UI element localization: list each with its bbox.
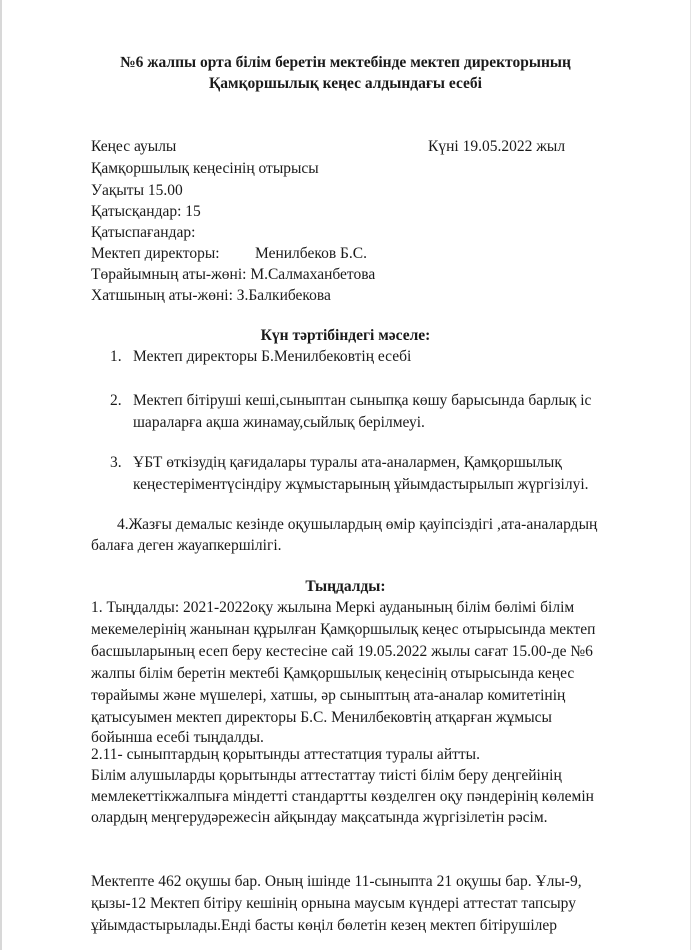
meeting-title: Қамқоршылық кеңесінің отырысы [91,160,319,177]
heard-p1-line-5: төрайымы және мүшелері, хатшы, әр сыныптың ата-аналар комитетінің [91,687,566,704]
heard-p3-line-2: қызы-12 Мектеп бітіру кешінің орнына маусым күндері аттестат тапсыру [91,895,576,912]
heard-p1-line-2: мекемелерінің жанынан құрылған Қамқоршылық кеңес отырысында мектеп [91,621,596,638]
title-line-1: №6 жалпы орта білім беретін мектебінде мектеп директорының [120,54,571,71]
agenda-item-3-number: 3. [110,454,122,471]
heard-p2-line-2: Білім алушыларды қорытынды аттестаттау тиісті білім беру деңгейінің [91,767,562,784]
heard-p2-line-4: олардың меңгерудәрежесін айқындау мақсатында жүргізілетін рәсім. [91,809,548,826]
agenda-item-2-line-2: шараларға ақша жинамау,сыйлық берілмеуі. [133,414,425,431]
heard-heading: Тыңдалды: [305,578,386,595]
heard-p1-line-4: жалпы білім беретін мектебі Қамқоршылық кеңесінің отырысында кеңес [91,665,575,682]
agenda-item-3-line-1: ҰБТ өткізудің қағидалары туралы ата-аналармен, Қамқоршылық [133,454,562,471]
meeting-place: Кеңес ауылы [91,138,177,155]
agenda-item-2-line-1: Мектеп бітіруші кеші,сыныптан сыныпқа көшу барысында барлық іс [133,392,592,409]
heard-p1-line-3: басшыларының есеп беру кестесіне сай 19.05.2022 жылы сағат 15.00-де №6 [91,643,593,660]
secretary-name: Хатшының аты-жөні: З.Балкибекова [91,287,331,304]
agenda-item-4-line-2: балаға деген жауапкершілігі. [91,537,282,554]
heard-p2-line-1: 2.11- сыныптардың қорытынды аттестатция туралы айтты. [91,746,480,763]
agenda-item-3-line-2: кеңестеріментүсіндіру жұмыстарының ұйымдастырылып жүргізілуі. [133,476,589,493]
heard-p1-line-1: 1. Тыңдалды: 2021-2022оқу жылына Меркі ауданының білім бөлімі білім [91,599,575,616]
heard-p3-line-3: ұйымдастырылады.Енді басты көңіл бөлетін кезең мектеп бітірушілер [91,917,557,934]
heard-p3-line-1: Мектепте 462 оқушы бар. Оның ішінде 11-сыныпта 21 оқушы бар. Ұлы-9, [91,873,582,890]
meeting-time: Уақыты 15.00 [91,182,183,199]
agenda-heading: Күн тәртібіндегі мәселе: [260,327,431,344]
heard-p1-line-6: қатысуымен мектеп директоры Б.С. Менилбековтің атқарған жұмысы [91,709,552,726]
title-line-2: Қамқоршылық кеңес алдындағы есебі [209,75,482,92]
director-label: Мектеп директоры: [91,245,220,262]
heard-p2-line-3: мемлекеттікжалпыға міндетті стандартты көзделген оқу пәндерінің көлемін [91,788,594,805]
agenda-item-4-line-1: 4.Жазғы демалыс кезінде оқушылардың өмір қауіпсіздігі ,ата-аналардың [117,516,598,533]
present-count: Қатысқандар: 15 [91,203,201,220]
scan-edge-left [0,0,2,950]
agenda-item-2-number: 2. [110,392,122,409]
agenda-item-1-line-1: Мектеп директоры Б.Менилбековтің есебі [133,348,412,365]
participants-label: Қатыспағандар: [91,224,196,241]
director-name: Менилбеков Б.С. [255,245,368,262]
agenda-item-1-number: 1. [110,348,122,365]
chair-name: Төрайымның аты-жөні: М.Салмаханбетова [91,266,376,283]
heard-p1-line-7: бойынша есебі тыңдалды. [91,729,264,746]
meeting-date: Күні 19.05.2022 жыл [428,138,566,155]
